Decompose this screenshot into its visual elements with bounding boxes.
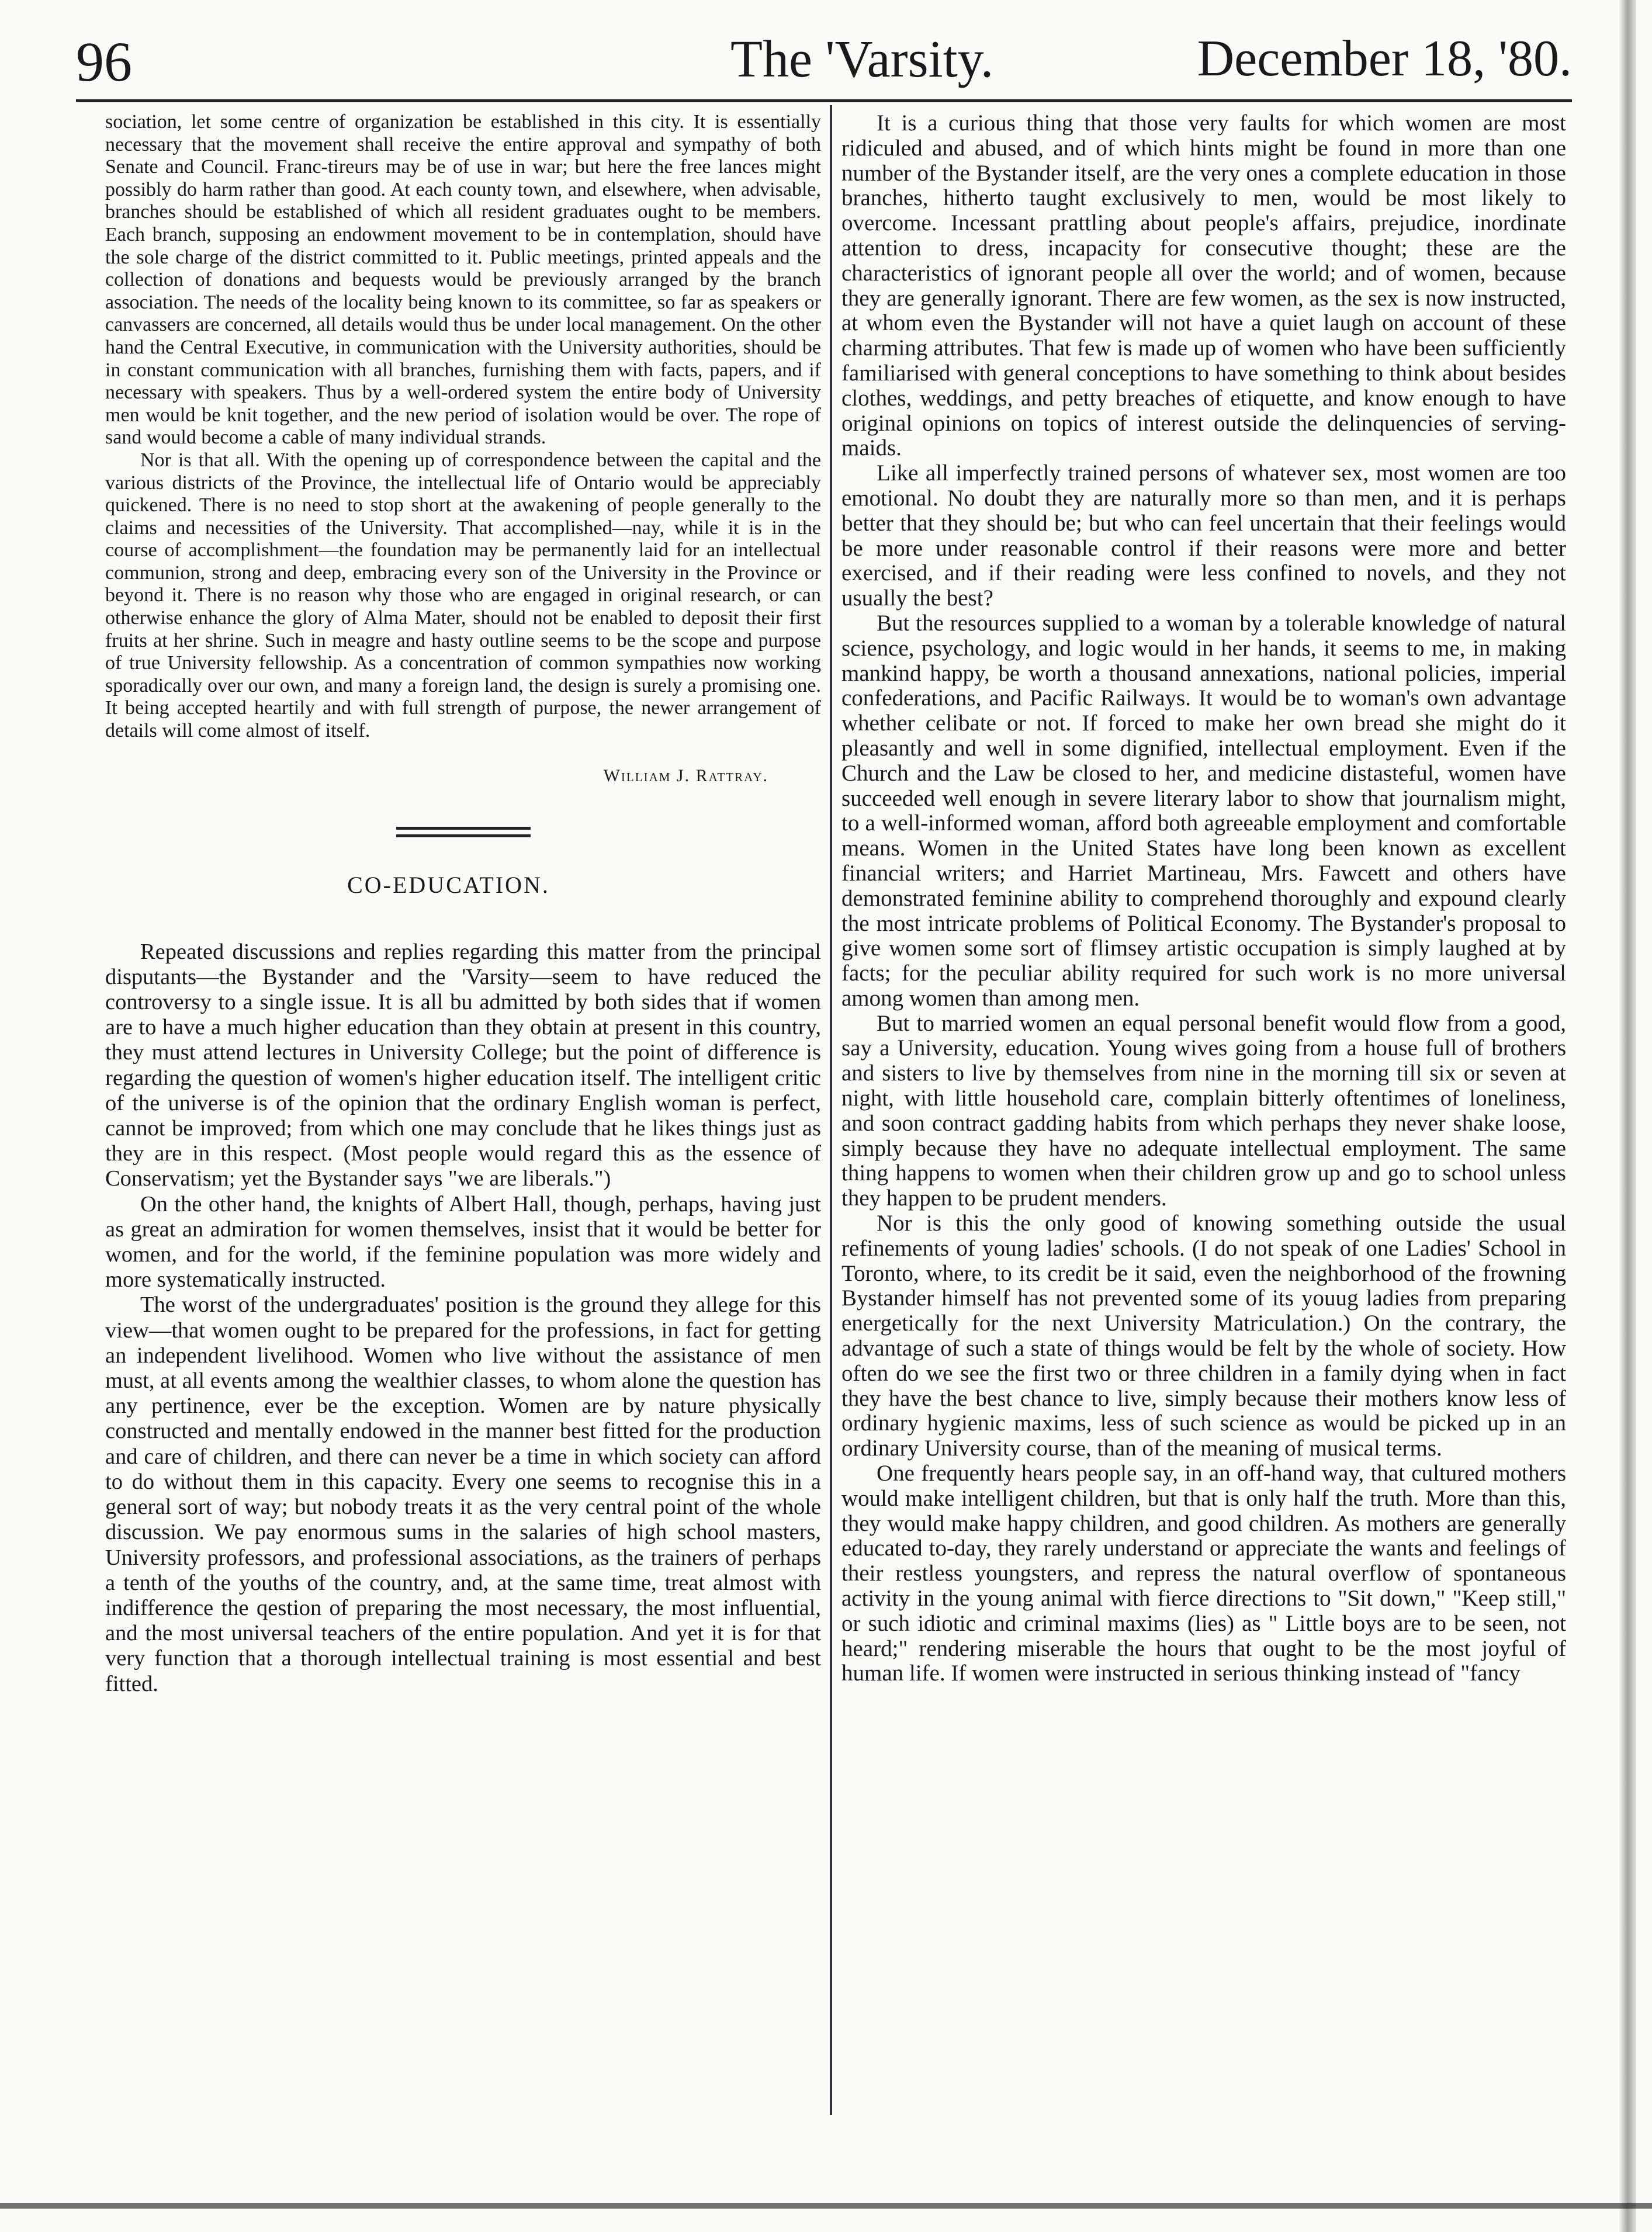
body-paragraph: Like all imperfectly trained persons of whatever sex, most women are too emotional. No doubt they are naturally more so than men, and it is perhaps better that they should be; but who can feel uncertain that their feelings would be more under reasonable control if their reasons were more and better exercised, and if their reading were less confined to novels, and they not usually the best? [841,460,1566,611]
body-paragraph: Nor is this the only good of knowing something outside the usual refinements of young ladies' schools. (I do not speak of one Ladies' School in Toronto, where, to its credit be it said, even the neighborhood of the frowning Bystander himself has not prevented some of its youug ladies from preparing energetically for the next University Matriculation.) On the contrary, the advantage of such a state of things would be felt by the whole of society. How often do we see the first two or three children in a family dying when in fact they have the best chance to live, simply because their mothers know less of ordinary hygienic maxims, less of such science as would be picked up in an ordinary University course, than of the meaning of musical terms. [841,1211,1566,1461]
body-paragraph: Repeated discussions and replies regarding this matter from the principal disputants—the Bystander and the 'Varsity—seem to have reduced the controversy to a single issue. It is all bu admitted by both sides that if women are to have a much higher education than they obtain at present in this country, they must attend lectures in University College; but the point of difference is regarding the question of women's higher education itself. The intelligent critic of the universe is of the opinion that the ordinary English woman is perfect, cannot be improved; from which one may conclude that he likes things just as they are in this respect. (Most people would regard this as the essence of Conservatism; yet the Bystander says "we are liberals.") [105,939,821,1191]
body-paragraph: The worst of the undergraduates' position is the ground they allege for this view—that women ought to be prepared for the professions, in fact for getting an independent livelihood. Women who live without the assistance of men must, at all events among the wealthier classes, to whom alone the question has any pertinence, ever be the exception. Women are by nature physically constructed and mentally endowed in the manner best fitted for the production and care of children, and there can never be a time in which society can afford to do without them in this capacity. Every one seems to recognise this in a general sort of way; but nobody treats it as the very central point of the whole discussion. We pay enormous sums in the salaries of high school masters, University professors, and professional associations, as the trainers of perhaps a tenth of the youths of the country, and, at the same time, treat almost with indifference the qestion of preparing the most necessary, the most influential, and the most universal teachers of the entire population. And yet it is for that very function that a thorough intellectual training is most essential and best fitted. [105,1292,821,1696]
author-signature: William J. Rattray. [603,765,768,785]
masthead: The 'Varsity. [730,30,994,88]
body-paragraph: But to married women an equal personal benefit would flow from a good, say a University, education. Young wives going from a house full of brothers and sisters to live by themselves from nine in the morning till six or seven at night, with little household care, complain bitterly oftentimes of loneliness, and soon contract gadding habits from which perhaps they never shake loose, simply because they have no adequate intellectual employment. The same thing happens to women when their children grow up and go to school unless they happen to be prudent menders. [841,1010,1566,1211]
separator-line [396,827,531,830]
page-header [76,23,1572,93]
page-number: 96 [76,30,132,93]
body-paragraph: But the resources supplied to a woman by a tolerable knowledge of natural science, psychology, and logic would in her hands, it seems to me, in making mankind happy, be worth a thousand annexations, national policies, imperial confederations, and Pacific Railways. It would be to woman's own advantage whether celibate or not. If forced to make her own bread she might do it pleasantly and well in some dignified, intellectual employment. Even if the Church and the Law be closed to her, and medicine distasteful, women have succeeded well enough in severe literary labor to show that journalism might, to a well-informed woman, afford both agreeable employment and comfortable means. Women in the United States have long been known as excellent financial writers; and Harriet Martineau, Mrs. Fawcett and others have demonstrated feminine ability to comprehend thoroughly and expound clearly the most intricate problems of Political Economy. The Bystander's proposal to give women some sort of flimsey artistic occupation is simply laughed at by facts; for the peculiar ability required for such work is no more universal among women than among men. [841,610,1566,1011]
rattray-article-continuation [105,111,821,743]
separator-line [396,834,531,837]
article-heading: CO-EDUCATION. [347,871,550,898]
column-divider [830,105,832,2115]
page-bottom-edge [0,2203,1652,2209]
body-paragraph: It is a curious thing that those very faults for which women are most ridiculed and abused, and of which hints might be found in more than one number of the Bystander itself, are the very ones a complete education in those branches, hitherto taught exclusively to men, would be most likely to overcome. Incessant prattling about people's affairs, prejudice, inordinate attention to dress, incapacity for consecutive thought; these are the characteristics of ignorant people all over the world; and of women, because they are generally ignorant. There are few women, as the sex is now instructed, at whom even the Bystander will not have a quiet laugh on account of these charming attributes. That few is made up of women who have been sufficiently familiarised with general conceptions to have something to think about besides clothes, weddings, and petty breaches of etiquette, and know enough to have original opinions on topics of interest outside the delinquencies of serving-maids. [841,110,1566,461]
body-paragraph: On the other hand, the knights of Albert Hall, though, perhaps, having just as great an admiration for women themselves, insist that it would be better for women, and for the world, if the feminine population was more widely and more systematically instructed. [105,1191,821,1292]
co-education-article [105,940,821,1697]
header-rule [76,99,1572,102]
body-paragraph: sociation, let some centre of organization be established in this city. It is essentially necessary that the movement shall receive the entire approval and sympathy of both Senate and Council. Franc-tireurs may be of use in war; but here the free lances might possibly do harm rather than good. At each county town, and elsewhere, when advisable, branches should be established of which all resident graduates ought to be members. Each branch, supposing an endowment movement to be in contemplation, should have the sole charge of the district committed to it. Public meetings, printed appeals and the collection of donations and bequests would be previously arranged by the branch association. The needs of the locality being known to its committee, so far as speakers or canvassers are concerned, all details would thus be under local management. On the other hand the Central Executive, in communication with the University authorities, should be in constant communication with all branches, furnishing them with facts, papers, and if necessary with speakers. Thus by a well-ordered system the entire body of University men would be knit together, and the new period of isolation would be over. The rope of sand would become a cable of many individual strands. [105,111,821,449]
body-paragraph: Nor is that all. With the opening up of correspondence between the capital and the various districts of the Province, the intellectual life of Ontario would be appreciably quickened. There is no need to stop short at the awakening of people generally to the claims and necessities of the University. That accomplished—nay, while it is in the course of accomplishment—the foundation may be permanently laid for an intellectual communion, strong and deep, embracing every son of the University in the Province or beyond it. There is no reason why those who are engaged in original research, or can otherwise enhance the glory of Alma Mater, should not be enabled to deposit their first fruits at her shrine. Such in meagre and hasty outline seems to be the scope and purpose of true University fellowship. As a concentration of common sympathies now working sporadically over our own, and many a foreign land, the design is surely a promising one. It being accepted heartily and with full strength of purpose, the newer arrangement of details will come almost of itself. [105,449,821,742]
left-column [105,111,821,1697]
body-paragraph: One frequently hears people say, in an off-hand way, that cultured mothers would make intelligent children, but that is only half the truth. More than this, they would make happy children, and good children. As mothers are generally educated to-day, they rarely understand or appreciate the wants and feelings of their restless youngsters, and repress the natural overflow of spontaneous activity in the young animal with fierce directions to "Sit down," "Keep still," or such idiotic and criminal maxims (lies) as " Little boys are to be seen, not heard;" rendering miserable the hours that ought to be the most joyful of human life. If women were instructed in serious thinking instead of "fancy [841,1461,1566,1686]
right-column [841,111,1566,1686]
section-separator [396,827,531,837]
page-edge-shadow [1619,0,1636,2232]
issue-date: December 18, '80. [1197,30,1572,87]
